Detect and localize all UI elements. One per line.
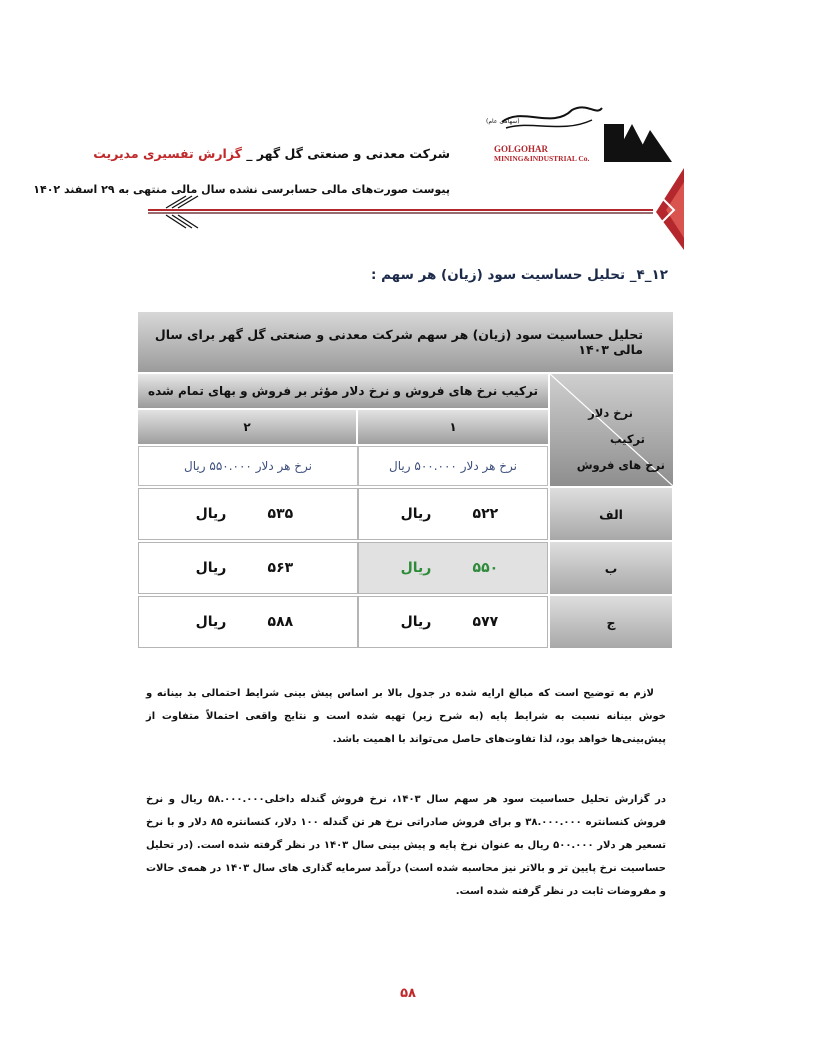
cell-unit: ریال	[400, 506, 432, 522]
logo-text-en-1: GOLGOHAR	[494, 144, 549, 154]
header-title	[93, 146, 450, 161]
row-label: ب	[550, 542, 672, 594]
table-group-header: ترکیب نرخ های فروش و نرخ دلار مؤثر بر فروش و بهای تمام شده	[138, 374, 548, 408]
table-cell	[138, 488, 358, 540]
table-title-text: تحلیل حساسیت سود (زیان) هر سهم شرکت معدنی و صنعتی گل گهر برای سال مالی ۱۴۰۳	[154, 327, 643, 357]
table-cell	[138, 596, 358, 648]
note-paragraph-1: لازم به توضیح است که مبالغ ارایه شده در جدول بالا بر اساس پیش بینی شرایط احتمالی بد بینانه و خوش بینانه نسبت به شرایط پایه (به شرح زیر) تهیه شده است و نتایج واقعی احتمالاً متفاوت از پیش‌بینی‌ها خواهد بود، لذا تفاوت‌های حاصل می‌تواند با اهمیت باشد.	[146, 688, 666, 745]
header-subtitle: پیوست صورت‌های مالی حسابرسی نشده سال مالی منتهی به ۲۹ اسفند ۱۴۰۲	[33, 183, 450, 196]
header-decoration	[148, 168, 684, 250]
company-name: شرکت معدنی و صنعتی گل گهر	[256, 146, 450, 161]
logo-tag: (سهامی عام)	[486, 118, 520, 125]
corner-label-dollar: نرخ دلار	[588, 406, 633, 420]
cell-value: ۵۳۵	[267, 506, 294, 522]
page-number: ۵۸	[400, 986, 416, 1001]
cell-value: ۵۸۸	[267, 614, 294, 630]
cell-unit: ریال	[195, 560, 227, 576]
column-label-1: نرخ هر دلار ۵۰۰.۰۰۰ ریال	[358, 446, 548, 486]
cell-value: ۵۶۳	[267, 560, 294, 576]
corner-label-rates: نرخ های فروش	[576, 458, 665, 472]
table-corner-cell	[550, 374, 673, 486]
note-paragraph-2: در گزارش تحلیل حساسیت سود هر سهم سال ۱۴۰۳، نرخ فروش گندله داخلی۵۸.۰۰۰.۰۰۰ ریال و نرخ فروش کنسانتره ۳۸.۰۰۰.۰۰۰ و برای فروش صادراتی نرخ هر تن گندله ۱۰۰ دلار، کنسانتره ۸۵ دلار و با نرخ تسعیر هر دلار ۵۰۰.۰۰۰ ریال به عنوان نرخ پایه و پیش بینی سال ۱۴۰۳ در نظر گرفته شده است. (در تحلیل حساسیت نرخ پایین تر و بالاتر نیز محاسبه شده است) درآمد سرمایه گذاری های سال ۱۴۰۳ در همه‌ی حالات و مفروضات ثابت در نظر گرفته شده است.	[146, 794, 666, 897]
table-cell	[138, 542, 358, 594]
column-index-1: ۱	[358, 410, 548, 444]
report-name: گزارش تفسیری مدیریت	[93, 146, 242, 161]
logo-text-en-2: MINING&INDUSTRIAL Co.	[494, 154, 590, 163]
column-index-2: ۲	[138, 410, 356, 444]
table-title	[138, 312, 673, 372]
row-label: الف	[550, 488, 672, 540]
table-cell-highlighted	[358, 542, 548, 594]
cell-unit: ریال	[400, 614, 432, 630]
cell-unit: ریال	[195, 506, 227, 522]
corner-label-combo: ترکیب	[609, 432, 645, 446]
cell-value: ۵۲۲	[472, 506, 499, 522]
title-separator: _	[241, 146, 257, 161]
row-label: ج	[550, 596, 672, 648]
section-title: ۱۲_۴_ تحلیل حساسیت سود (زیان) هر سهم :	[371, 267, 668, 283]
table-cell	[358, 488, 548, 540]
cell-value: ۵۷۷	[472, 614, 499, 630]
column-label-2: نرخ هر دلار ۵۵۰.۰۰۰ ریال	[138, 446, 358, 486]
table-cell	[358, 596, 548, 648]
cell-unit: ریال	[400, 560, 432, 576]
company-logo	[486, 100, 674, 166]
cell-unit: ریال	[195, 614, 227, 630]
cell-value: ۵۵۰	[472, 560, 499, 576]
